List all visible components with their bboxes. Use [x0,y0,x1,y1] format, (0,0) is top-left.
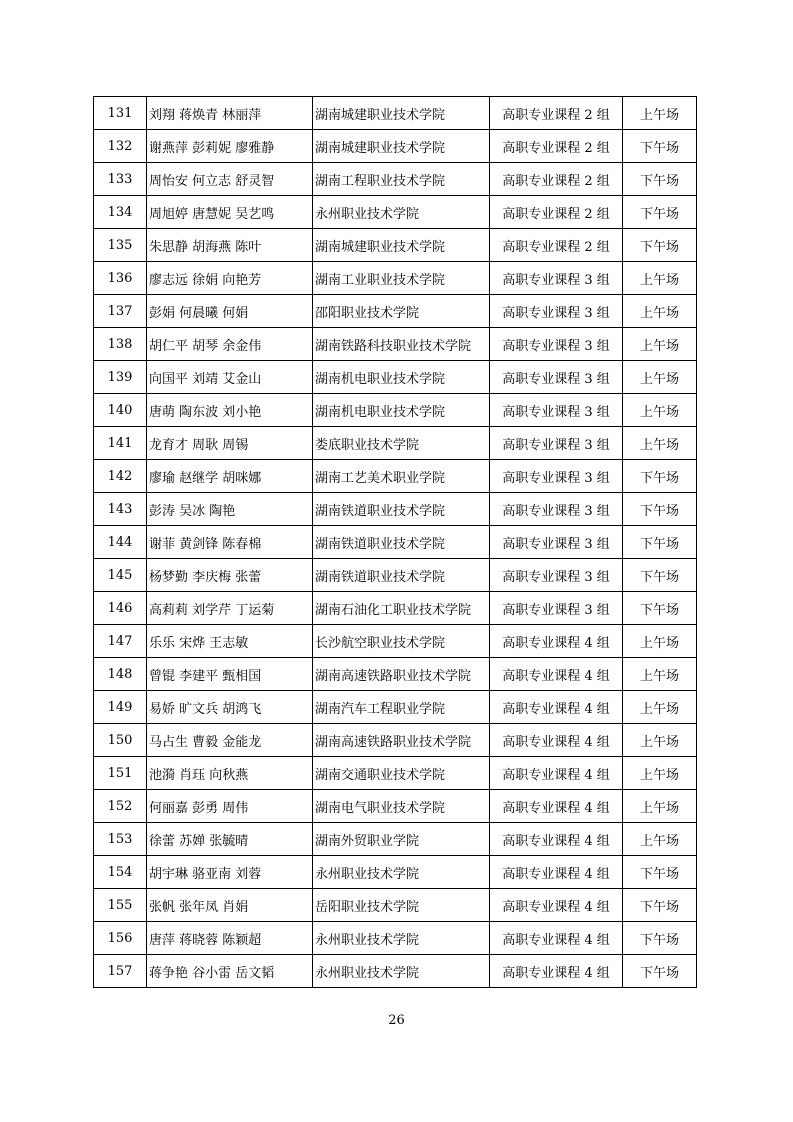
row-number-cell: 156 [94,922,147,955]
school-name-cell: 湖南汽车工程职业学院 [313,691,490,724]
table-row [94,856,697,889]
row-number-cell: 137 [94,295,147,328]
table-row [94,658,697,691]
course-group-cell: 高职专业课程 2 组 [490,130,623,163]
course-group-cell: 高职专业课程 3 组 [490,427,623,460]
row-number-cell: 135 [94,229,147,262]
school-name-cell: 邵阳职业技术学院 [313,295,490,328]
reviewer-names-cell: 何丽嘉 彭勇 周伟 [147,790,313,823]
table-row [94,328,697,361]
school-name-cell: 长沙航空职业技术学院 [313,625,490,658]
session-time-cell: 下午场 [623,922,697,955]
row-number-cell: 151 [94,757,147,790]
school-name-cell: 岳阳职业技术学院 [313,889,490,922]
reviewer-names-cell: 朱思静 胡海燕 陈叶 [147,229,313,262]
course-group-cell: 高职专业课程 2 组 [490,97,623,130]
session-time-cell: 下午场 [623,130,697,163]
school-name-cell: 永州职业技术学院 [313,856,490,889]
row-number-cell: 155 [94,889,147,922]
reviewer-names-cell: 乐乐 宋烨 王志敏 [147,625,313,658]
reviewer-names-cell: 周旭婷 唐慧妮 吴艺鸣 [147,196,313,229]
reviewer-names-cell: 易娇 旷文兵 胡鸿飞 [147,691,313,724]
row-number-cell: 145 [94,559,147,592]
course-group-cell: 高职专业课程 2 组 [490,163,623,196]
session-time-cell: 下午场 [623,493,697,526]
session-time-cell: 下午场 [623,526,697,559]
reviewer-names-cell: 唐萌 陶东波 刘小艳 [147,394,313,427]
reviewer-names-cell: 唐萍 蒋晓蓉 陈颖超 [147,922,313,955]
row-number-cell: 143 [94,493,147,526]
school-name-cell: 湖南铁道职业技术学院 [313,559,490,592]
row-number-cell: 144 [94,526,147,559]
row-number-cell: 132 [94,130,147,163]
table-row [94,394,697,427]
reviewer-names-cell: 蒋争艳 谷小雷 岳文韬 [147,955,313,988]
school-name-cell: 湖南石油化工职业技术学院 [313,592,490,625]
session-time-cell: 上午场 [623,658,697,691]
school-name-cell: 湖南铁路科技职业技术学院 [313,328,490,361]
school-name-cell: 湖南城建职业技术学院 [313,97,490,130]
table-body [94,97,697,988]
reviewer-names-cell: 廖志远 徐娟 向艳芳 [147,262,313,295]
session-time-cell: 上午场 [623,394,697,427]
session-time-cell: 下午场 [623,229,697,262]
school-name-cell: 湖南城建职业技术学院 [313,130,490,163]
course-group-cell: 高职专业课程 4 组 [490,856,623,889]
row-number-cell: 134 [94,196,147,229]
reviewer-names-cell: 刘翔 蒋焕青 林丽萍 [147,97,313,130]
table-row [94,955,697,988]
school-name-cell: 娄底职业技术学院 [313,427,490,460]
row-number-cell: 148 [94,658,147,691]
course-group-cell: 高职专业课程 2 组 [490,229,623,262]
course-group-cell: 高职专业课程 4 组 [490,757,623,790]
session-time-cell: 上午场 [623,97,697,130]
session-time-cell: 上午场 [623,262,697,295]
reviewer-names-cell: 谢燕萍 彭莉妮 廖雅静 [147,130,313,163]
table-row [94,757,697,790]
course-group-cell: 高职专业课程 3 组 [490,592,623,625]
course-group-cell: 高职专业课程 3 组 [490,262,623,295]
reviewer-names-cell: 池漪 肖珏 向秋燕 [147,757,313,790]
reviewer-names-cell: 杨梦勤 李庆梅 张蕾 [147,559,313,592]
reviewer-names-cell: 张帆 张年凤 肖娟 [147,889,313,922]
session-time-cell: 上午场 [623,361,697,394]
row-number-cell: 149 [94,691,147,724]
school-name-cell: 湖南城建职业技术学院 [313,229,490,262]
reviewer-names-cell: 马占生 曹毅 金能龙 [147,724,313,757]
course-group-cell: 高职专业课程 3 组 [490,493,623,526]
table-row [94,229,697,262]
reviewer-names-cell: 胡仁平 胡琴 余金伟 [147,328,313,361]
row-number-cell: 152 [94,790,147,823]
row-number-cell: 142 [94,460,147,493]
table-row [94,295,697,328]
course-group-cell: 高职专业课程 3 组 [490,328,623,361]
reviewer-names-cell: 彭娟 何晨曦 何娟 [147,295,313,328]
session-time-cell: 上午场 [623,823,697,856]
school-name-cell: 湖南机电职业技术学院 [313,361,490,394]
table-row [94,889,697,922]
table-row [94,724,697,757]
school-name-cell: 湖南高速铁路职业技术学院 [313,724,490,757]
reviewer-names-cell: 谢菲 黄剑锋 陈春棉 [147,526,313,559]
session-time-cell: 下午场 [623,889,697,922]
reviewer-names-cell: 彭涛 吴冰 陶艳 [147,493,313,526]
table-row [94,97,697,130]
course-group-cell: 高职专业课程 4 组 [490,955,623,988]
session-time-cell: 上午场 [623,427,697,460]
row-number-cell: 136 [94,262,147,295]
reviewer-names-cell: 高莉莉 刘学芹 丁运菊 [147,592,313,625]
course-group-cell: 高职专业课程 3 组 [490,394,623,427]
row-number-cell: 146 [94,592,147,625]
table-row [94,262,697,295]
row-number-cell: 150 [94,724,147,757]
school-name-cell: 湖南机电职业技术学院 [313,394,490,427]
course-group-cell: 高职专业课程 3 组 [490,295,623,328]
table-row [94,361,697,394]
session-time-cell: 下午场 [623,559,697,592]
row-number-cell: 141 [94,427,147,460]
session-time-cell: 上午场 [623,691,697,724]
course-group-cell: 高职专业课程 4 组 [490,889,623,922]
session-time-cell: 下午场 [623,955,697,988]
session-time-cell: 上午场 [623,625,697,658]
course-group-cell: 高职专业课程 2 组 [490,196,623,229]
row-number-cell: 138 [94,328,147,361]
table-row [94,559,697,592]
school-name-cell: 湖南外贸职业学院 [313,823,490,856]
school-name-cell: 湖南交通职业技术学院 [313,757,490,790]
school-name-cell: 湖南工程职业技术学院 [313,163,490,196]
row-number-cell: 131 [94,97,147,130]
row-number-cell: 133 [94,163,147,196]
row-number-cell: 154 [94,856,147,889]
table-row [94,163,697,196]
course-group-cell: 高职专业课程 4 组 [490,823,623,856]
row-number-cell: 153 [94,823,147,856]
school-name-cell: 永州职业技术学院 [313,196,490,229]
school-name-cell: 湖南电气职业技术学院 [313,790,490,823]
course-group-cell: 高职专业课程 4 组 [490,724,623,757]
course-group-cell: 高职专业课程 4 组 [490,790,623,823]
table-row [94,196,697,229]
session-time-cell: 下午场 [623,163,697,196]
table-row [94,790,697,823]
reviewer-names-cell: 胡宇琳 骆亚南 刘蓉 [147,856,313,889]
row-number-cell: 139 [94,361,147,394]
session-time-cell: 下午场 [623,460,697,493]
reviewer-names-cell: 曾锟 李建平 甄相国 [147,658,313,691]
session-time-cell: 上午场 [623,724,697,757]
course-group-cell: 高职专业课程 4 组 [490,922,623,955]
school-name-cell: 湖南铁道职业技术学院 [313,526,490,559]
row-number-cell: 157 [94,955,147,988]
table-row [94,460,697,493]
course-group-cell: 高职专业课程 4 组 [490,658,623,691]
session-time-cell: 上午场 [623,757,697,790]
schedule-table [93,96,697,988]
school-name-cell: 湖南工艺美术职业学院 [313,460,490,493]
table-row [94,823,697,856]
course-group-cell: 高职专业课程 3 组 [490,460,623,493]
table-row [94,526,697,559]
row-number-cell: 140 [94,394,147,427]
table-row [94,691,697,724]
course-group-cell: 高职专业课程 4 组 [490,625,623,658]
table-row [94,625,697,658]
table-row [94,922,697,955]
table-row [94,427,697,460]
session-time-cell: 上午场 [623,328,697,361]
session-time-cell: 下午场 [623,196,697,229]
session-time-cell: 上午场 [623,790,697,823]
reviewer-names-cell: 廖瑜 赵继学 胡咪娜 [147,460,313,493]
school-name-cell: 湖南工业职业技术学院 [313,262,490,295]
school-name-cell: 湖南高速铁路职业技术学院 [313,658,490,691]
reviewer-names-cell: 向国平 刘靖 艾金山 [147,361,313,394]
course-group-cell: 高职专业课程 4 组 [490,691,623,724]
school-name-cell: 永州职业技术学院 [313,922,490,955]
school-name-cell: 湖南铁道职业技术学院 [313,493,490,526]
table-row [94,493,697,526]
session-time-cell: 上午场 [623,295,697,328]
reviewer-names-cell: 周怡安 何立志 舒灵智 [147,163,313,196]
reviewer-names-cell: 徐蕾 苏婵 张毓晴 [147,823,313,856]
school-name-cell: 永州职业技术学院 [313,955,490,988]
course-group-cell: 高职专业课程 3 组 [490,361,623,394]
course-group-cell: 高职专业课程 3 组 [490,526,623,559]
session-time-cell: 下午场 [623,592,697,625]
page-number: 26 [388,1013,405,1028]
session-time-cell: 下午场 [623,856,697,889]
table-row [94,130,697,163]
course-group-cell: 高职专业课程 3 组 [490,559,623,592]
table-row [94,592,697,625]
row-number-cell: 147 [94,625,147,658]
reviewer-names-cell: 龙育才 周耿 周锡 [147,427,313,460]
